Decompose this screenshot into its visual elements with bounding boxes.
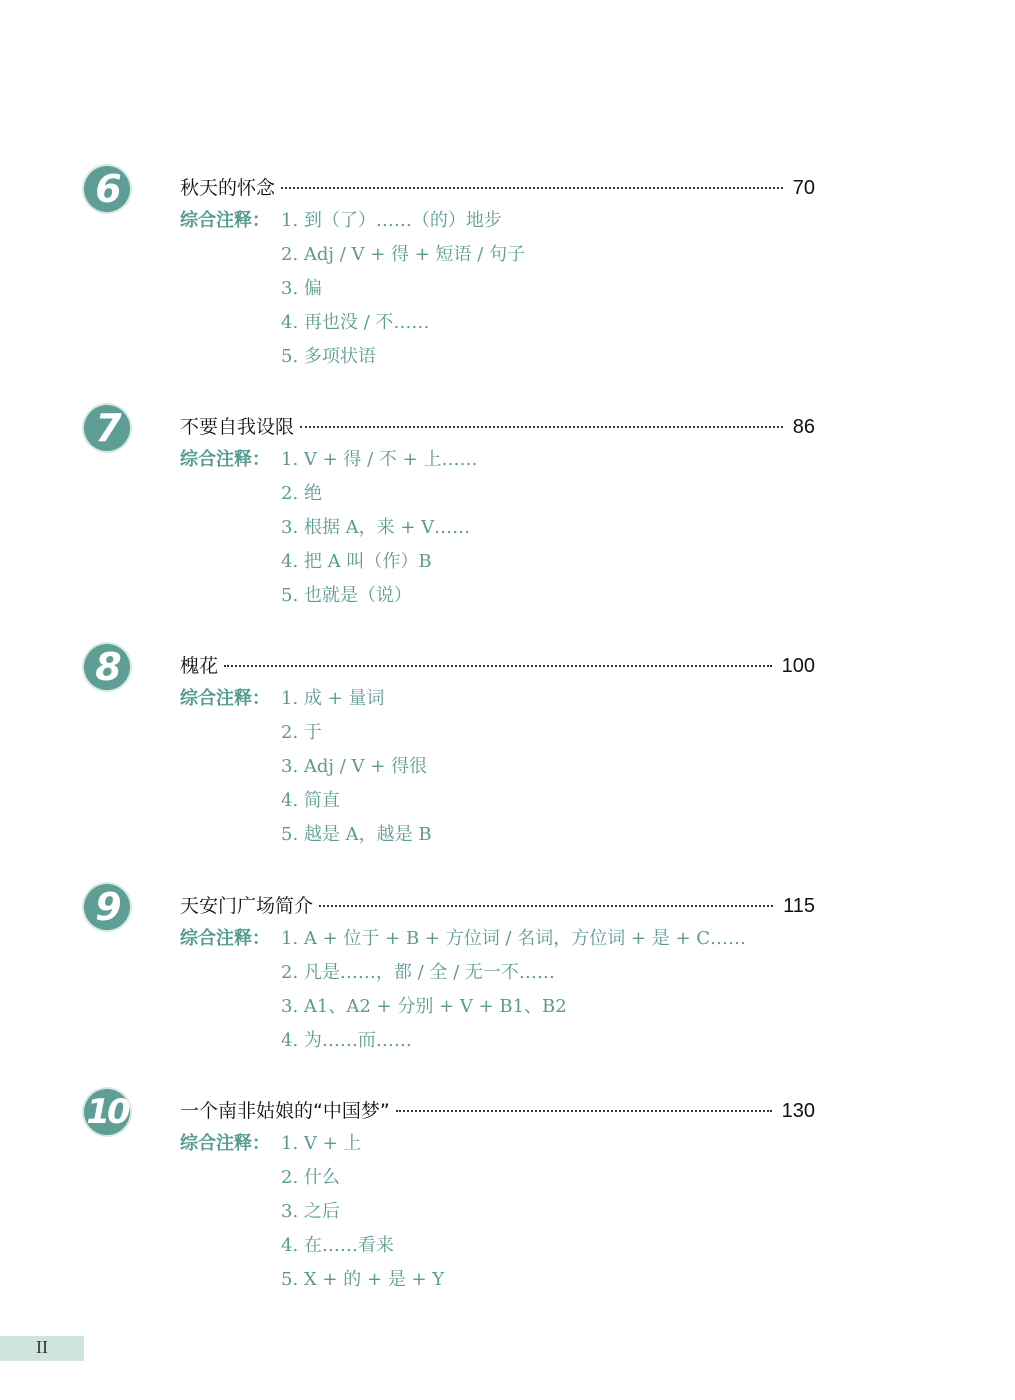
note-item: 3. Adj / V + 得很 (281, 756, 428, 777)
note-item: 4. 在……看来 (281, 1235, 394, 1256)
note-item: 1. V + 上 (281, 1133, 362, 1154)
lesson-number-badge: 7 (84, 405, 130, 451)
lesson-title[interactable]: 槐花 (180, 655, 219, 677)
note-item: 4. 把 A 叫（作）B (281, 551, 432, 572)
lesson-title[interactable]: 一个南非姑娘的“中国梦” (180, 1100, 390, 1122)
note-item: 4. 为……而…… (281, 1030, 412, 1051)
note-item: 2. Adj / V + 得 + 短语 / 句子 (281, 244, 526, 265)
footer-page-number: II (36, 1337, 48, 1357)
dot-leader (396, 1110, 772, 1112)
lesson-number-badge: 8 (84, 644, 130, 690)
toc-entry[interactable] (180, 412, 815, 438)
toc-entry[interactable] (180, 891, 815, 917)
dot-leader (281, 187, 783, 189)
page-number[interactable]: 115 (783, 895, 815, 917)
dot-leader (224, 665, 772, 667)
notes-label: 综合注释： (180, 1133, 270, 1154)
notes-label: 综合注释： (180, 928, 270, 949)
note-item: 5. 也就是（说） (281, 585, 412, 606)
lesson-number-badge: 9 (84, 884, 130, 930)
dot-leader (319, 905, 773, 907)
dot-leader (300, 426, 783, 428)
note-item: 5. 越是 A，越是 B (281, 824, 432, 845)
page-number[interactable]: 100 (781, 655, 815, 677)
note-item: 5. 多项状语 (281, 346, 376, 367)
note-item: 1. V + 得 / 不 + 上…… (281, 449, 478, 470)
page-number[interactable]: 86 (792, 416, 815, 438)
toc-entry[interactable] (180, 651, 815, 677)
notes-label: 综合注释： (180, 449, 270, 470)
notes-label: 综合注释： (180, 688, 270, 709)
note-item: 1. 到（了）……（的）地步 (281, 210, 502, 231)
note-item: 3. 偏 (281, 278, 322, 299)
notes-label: 综合注释： (180, 210, 270, 231)
lesson-number-badge: 10 (84, 1089, 130, 1135)
note-item: 4. 再也没 / 不…… (281, 312, 430, 333)
note-item: 2. 什么 (281, 1167, 340, 1188)
note-item: 3. 根据 A，来 + V…… (281, 517, 471, 538)
note-item: 1. A + 位于 + B + 方位词 / 名词，方位词 + 是 + C…… (281, 928, 747, 949)
lesson-title[interactable]: 秋天的怀念 (180, 177, 276, 199)
note-item: 4. 简直 (281, 790, 340, 811)
toc-entry[interactable] (180, 173, 815, 199)
lesson-title[interactable]: 天安门广场简介 (180, 895, 314, 917)
page-number[interactable]: 130 (781, 1100, 815, 1122)
toc-entry[interactable] (180, 1096, 815, 1122)
lesson-title[interactable]: 不要自我设限 (180, 416, 295, 438)
note-item: 2. 于 (281, 722, 322, 743)
lesson-number-badge: 6 (84, 166, 130, 212)
page-number[interactable]: 70 (792, 177, 815, 199)
note-item: 3. A1、A2 + 分别 + V + B1、B2 (281, 996, 567, 1017)
note-item: 5. X + 的 + 是 + Y (281, 1269, 445, 1290)
note-item: 3. 之后 (281, 1201, 340, 1222)
note-item: 2. 凡是……，都 / 全 / 无一不…… (281, 962, 555, 983)
note-item: 2. 绝 (281, 483, 322, 504)
note-item: 1. 成 + 量词 (281, 688, 385, 709)
